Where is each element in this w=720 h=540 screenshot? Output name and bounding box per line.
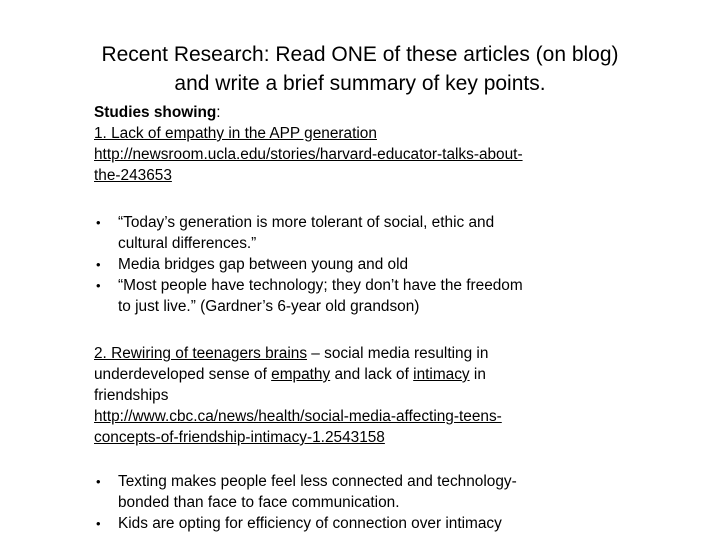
list-item: • Texting makes people feel less connected and technology- bonded than face to face communication. (96, 473, 517, 511)
section-2-heading: 2. Rewiring of teenagers brains (94, 345, 308, 362)
section-2-bullets (96, 471, 610, 534)
bullet-icon: • (96, 257, 101, 272)
list-item: • “Most people have technology; they don’t have the freedom to just live.” (Gardner’s 6-year old grandson) (96, 277, 523, 315)
section-2-header (94, 343, 614, 448)
section-1-link-line-2[interactable]: the-243653 (94, 167, 172, 184)
studies-label: Studies showing: (94, 104, 221, 121)
section-1-heading: 1. Lack of empathy in the APP generation (94, 125, 377, 142)
title-line-1: Recent Research: Read ONE of these articles (on blog) (101, 43, 619, 66)
slide-title (20, 40, 700, 98)
intimacy-word: intimacy (413, 366, 470, 383)
section-2-line-1: 2. Rewiring of teenagers brains – social media resulting in (94, 345, 489, 362)
section-2-line-3: friendships (94, 387, 169, 404)
section-2-link-line-2[interactable]: concepts-of-friendship-intimacy-1.2543158 (94, 429, 385, 446)
section-2-line-2: underdeveloped sense of empathy and lack of intimacy in (94, 366, 486, 383)
bullet-icon: • (96, 278, 101, 293)
empathy-word: empathy (271, 366, 331, 383)
section-1-header (94, 102, 614, 186)
bullet-icon: • (96, 474, 101, 489)
list-item: • Kids are opting for efficiency of connection over intimacy (96, 515, 502, 532)
section-1-link[interactable] (94, 144, 614, 186)
bullet-icon: • (96, 215, 101, 230)
list-item: • Media bridges gap between young and old (96, 256, 409, 273)
section-2-link-line-1[interactable]: http://www.cbc.ca/news/health/social-media-affecting-teens- (94, 408, 502, 425)
bullet-icon: • (96, 516, 101, 531)
list-item: • “Today’s generation is more tolerant of social, ethic and cultural differences.” (96, 214, 495, 252)
section-1-bullets (96, 212, 610, 317)
title-line-2: and write a brief summary of key points. (174, 72, 546, 95)
section-2-link[interactable] (94, 406, 614, 448)
section-1-link-line-1[interactable]: http://newsroom.ucla.edu/stories/harvard-educator-talks-about- (94, 146, 523, 163)
